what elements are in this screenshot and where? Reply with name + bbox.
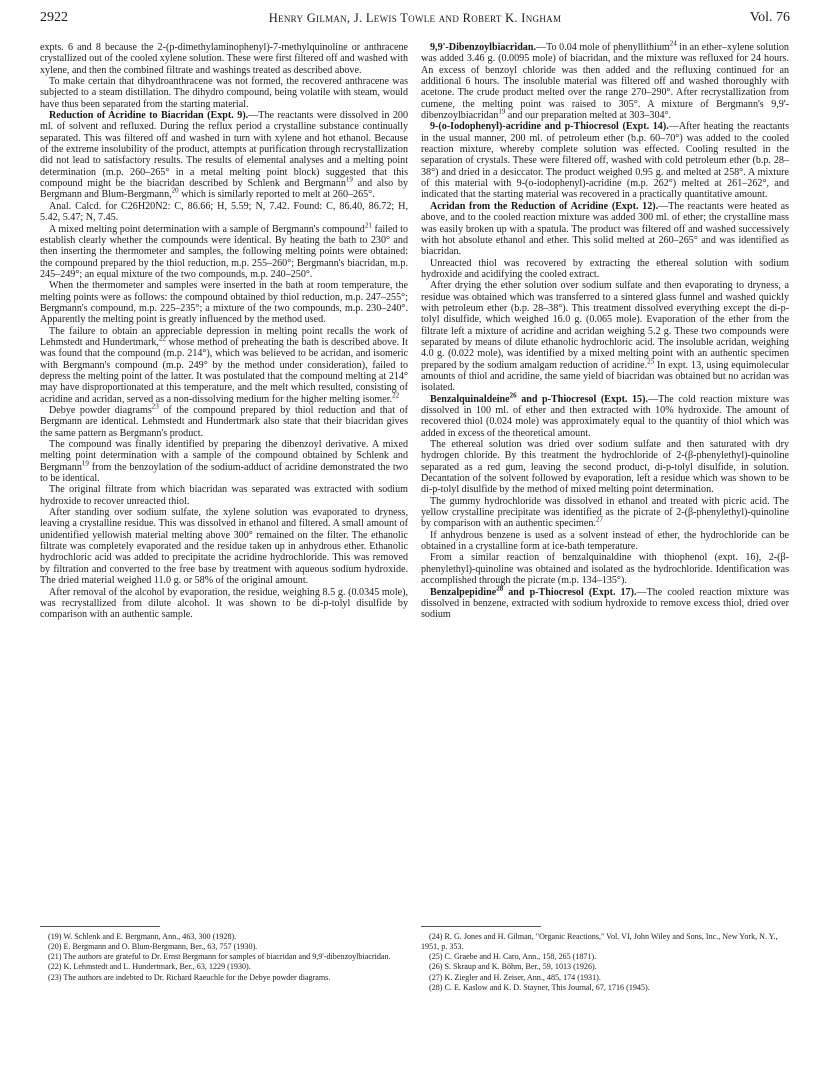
paragraph <box>421 280 789 393</box>
section-heading <box>430 391 648 405</box>
reference-mark: 21 <box>364 221 372 230</box>
analysis-line: Anal. Calcd. for C26H20N2: C, 86.66; H, 5.59; N, 7.42. Found: C, 86.40, 86.72; H, 5.42, 5.47; N, 7.45. <box>40 200 408 224</box>
paragraph <box>40 221 408 281</box>
text-run: —To 0.04 mole of phenyllithium <box>536 42 670 53</box>
section-heading: Acridan from the Reduction of Acridine (Expt. 12). <box>430 200 659 212</box>
reference-mark: 27 <box>595 516 603 525</box>
paragraph <box>40 402 408 439</box>
heading-run: and p-Thiocresol (Expt. 15). <box>516 393 648 405</box>
left-column <box>40 42 408 621</box>
text-run: —The cooled reaction mixture was dissolved in benzene, extracted with sodium hydroxide to remove excess thiol, dried over sodium <box>421 586 789 621</box>
footnote: (26) S. Skraup and K. Böhm, Ber., 59, 1013 (1926). <box>429 962 597 972</box>
paragraph <box>421 121 789 200</box>
paragraph <box>421 201 789 258</box>
text-run: failed to establish clearly whether the compounds were identical. By heating the bath to 230° and then inserting the thermometer and samples, the following melting points were obtained: the compound prepared by the thiol reduction, m.p. 255–260°; Bergmann's biacridan, m.p. 245–249°; an equal mixture of the two compounds, m.p. 240–250°. <box>40 223 408 280</box>
text-run: whose method of preheating the bath is described above. It was found that the compound (m.p. 214°), which was believed to be acridan, and isomeric with Bergmann's compound (m.p. 249° by the method under consideration), failed to depress the melting point of the latter. It was postulated that the compound melting at 214° may have disproportionated at this temperature, and the melt which resulted, consisting of acridine and acridan, served as a non-dissolving medium for the higher melting isomer. <box>40 336 408 405</box>
paragraph: To make certain that dihydroanthracene was not formed, the recovered anthracene was subjected to a steam distillation. The dihydro compound, being volatile with steam, would have thus been separated from the starting material. <box>40 76 408 110</box>
footnote: (27) K. Ziegler and H. Zeiser, Ann., 485, 174 (1931). <box>429 972 601 982</box>
paragraph <box>40 439 408 484</box>
paragraph: expts. 6 and 8 because the 2-(p-dimethylaminophenyl)-7-methylquinoline or anthracene crystallized out of the cooled xylene solution. These were first filtered off and washed with xylene, and then the combined filtrate and washings treated as described above. <box>40 42 408 76</box>
heading-run: Benzalpepidine <box>430 586 497 598</box>
reference-mark: 24 <box>669 39 677 48</box>
footnote: (20) E. Bergmann and O. Blum-Bergmann, Ber., 63, 757 (1930). <box>48 942 258 952</box>
paragraph: From a similar reaction of benzalquinaldine with thiophenol (expt. 16), 2-(β-phenylethyl)-quinoline was obtained and isolated as the hydrochloride. Identification was accomplished through the picrate (m.p. 134–135°). <box>421 552 789 587</box>
footnote: (24) R. G. Jones and H. Gilman, "Organic Reactions," Vol. VI, John Wiley and Sons, Inc., New York, N. Y., 1951, p. 353. <box>421 932 778 952</box>
text-run: The compound was finally identified by preparing the dibenzoyl derivative. A mixed melting point determination with a sample of the compound obtained by Schlenk and Bergmann <box>40 439 408 473</box>
reference-mark: 20 <box>171 187 179 196</box>
paragraph <box>40 110 408 201</box>
right-column <box>421 39 789 621</box>
paragraph: The original filtrate from which biacridan was separated was extracted with sodium hydroxide to recover unreacted thiol. <box>40 484 408 507</box>
reference-mark: 22 <box>392 391 400 400</box>
paragraph <box>421 584 789 621</box>
text-run: of the compound prepared by thiol reduction and that of Bergmann are identical. Lehmstedt and Hundertmark also state that their biacridan gives the same pattern as Bergmann's product. <box>40 405 408 439</box>
heading-run: and p-Thiocresol (Expt. 17). <box>503 586 637 598</box>
text-run: After drying the ether solution over sodium sulfate and then evaporating to dryness, a residue was obtained which was transferred to a sintered glass funnel and washed quickly with petroleum ether (b.p. 28–38°). This treatment dissolved everything except the di-p-tolyl disulfide, which weighed 16.0 g. (0.065 mole). Evaporation of the ether from the filtrate left a mixture of acridine and acridan weighing 5.2 g. These two compounds were separated by means of dilute ethanolic hydrochloric acid. The insoluble acridan, weighing 4.0 g. (0.022 mole), was identified by a mixed melting point with an authentic specimen prepared by the sodium amalgam reduction of acridine. <box>421 280 789 371</box>
footnote: (28) C. E. Kaslow and K. D. Stayner, This Journal, 67, 1716 (1945). <box>429 982 650 992</box>
footnote-divider <box>421 926 541 927</box>
paragraph <box>40 326 408 405</box>
running-header <box>40 10 790 30</box>
reference-mark: 25 <box>647 357 655 366</box>
paragraph <box>421 496 789 530</box>
paragraph: If anhydrous benzene is used as a solvent instead of ether, the hydrochloride can be obtained in a crystalline form at ice-bath temperature. <box>421 529 789 553</box>
section-heading: 9,9'-Dibenzoylbiacridan. <box>430 42 536 53</box>
text-run: The failure to obtain an appreciable depression in melting point recalls the work of Lehmstedt and Hundertmark, <box>40 325 408 348</box>
heading-run: Benzalquinaldeine <box>430 393 510 405</box>
footnote-divider <box>40 926 160 927</box>
paragraph: The ethereal solution was dried over sodium sulfate and then saturated with dry hydrogen chloride. By this treatment the hydrochloride of 2-(β-phenylethyl)-quinoline separated as a red gum, leaving the second product, di-p-tolyl disulfide, in solution. Decantation of the solvent followed by evaporation, left a residue which was shown to be di-p-tolyl disulfide by the method of mixed melting point determination. <box>421 439 789 496</box>
footnote: (25) C. Graebe and H. Caro, Ann., 158, 265 (1871). <box>429 952 597 962</box>
footnote: (21) The authors are grateful to Dr. Ernst Bergmann for samples of biacridan and 9,9'-dibenzoylbiacridan. <box>48 952 391 962</box>
text-run: Debye powder diagrams <box>49 405 152 416</box>
reference-mark: 19 <box>498 107 506 116</box>
paragraph: When the thermometer and samples were inserted in the bath at room temperature, the melting points were as follows: the compound obtained by thiol reduction, m.p. 247–255°; Bergmann's compound, m.p. 225–235°; a mixture of the two compounds, m.p. 230–240°. Apparently the melting point is greatly influenced by the method used. <box>40 280 408 326</box>
text-run: —The cold reaction mixture was dissolved in 100 ml. of ether and then extracted with 10% hydroxide. The amount of recovered thiol (0.024 mole) was approximately equal to the quantity of thiol which was added in excess of the theoretical amount. <box>421 393 789 439</box>
footnote: (19) W. Schlenk and E. Bergmann, Ann., 463, 300 (1928). <box>48 932 237 941</box>
paragraph <box>421 391 789 439</box>
footnotes-left <box>40 932 408 983</box>
footnote: (22) K. Lehmstedt and L. Hundertmark, Ber., 63, 1229 (1930). <box>48 962 251 972</box>
reference-mark: 26 <box>509 391 517 400</box>
volume-label: Vol. 76 <box>749 10 790 25</box>
text-run: —The reactants were dissolved in 200 ml. of solvent and refluxed. During the reflux period a crystalline substance continually separated. This was filtered off and washed in turn with xylene and hot ethanol. Because of the extreme insolubility of the product, attempts at purification through recrystallization did not lead to satisfactory results. The results of elemental analyses and a melting point determination (m.p. 260–265° in a metal melting point block) suggested that this compound might be the biacridan described by Schlenk and Bergmann <box>40 110 408 190</box>
text-run: which is similarly reported to melt at 260–265°. <box>178 189 375 201</box>
text-run: A mixed melting point determination with a sample of Bergmann's compound <box>49 223 365 235</box>
text-run: from the benzoylation of the sodium-adduct of acridine demonstrated the two to be identical. <box>40 461 408 485</box>
text-run: and also by Bergmann and Blum-Bergmann, <box>40 178 408 201</box>
paragraph: After removal of the alcohol by evaporation, the residue, weighing 8.5 g. (0.0345 mole), was recrystallized from dilute alcohol. It was shown to be di-p-tolyl disulfide by comparison with an authentic sample. <box>40 586 408 621</box>
section-heading <box>430 584 637 598</box>
text-run: in an ether–xylene solution was added 3.46 g. (0.0095 mole) of biacridan, and the mixture was refluxed for 24 hours. An excess of benzoyl chloride was then added and the refluxing continued for an additional 6 hours. The insoluble material was filtered off and washed thoroughly with acetone. The crude product melted over the range 270–290°. After recrystallization from cumene, the melting point was raised to 305°. A mixture of Bergmann's 9,9'-dibenzoylbiacridan <box>421 42 789 122</box>
section-heading: Reduction of Acridine to Biacridan (Expt. 9). <box>49 110 249 122</box>
section-heading: 9-(o-Iodophenyl)-acridine and p-Thiocresol (Expt. 14). <box>430 121 669 133</box>
footnote: (23) The authors are indebted to Dr. Richard Raeuchle for the Debye powder diagrams. <box>48 972 331 982</box>
text-run: —After heating the reactants in the usual manner, 200 ml. of petroleum ether (b.p. 60–70°) was added to the cooled reaction mixture, whereby complete solution was effected. Cooling resulted in the separation of crystals. These were filtered off, washed with cold petroleum ether (b.p. 28–38°) and dried in a desiccator. The product weighed 0.95 g. and melted at 258°. A mixture of this material with 9-(o-iodophenyl)-acridine (m.p. 262°) melted at 261–262°, and indicated that the starting material was recovered in a practically quantitative amount. <box>421 121 789 201</box>
text-run: and our preparation melted at 303–304°. <box>505 110 672 122</box>
text-run: —The reactants were heated as above, and to the cooled reaction mixture was added 300 ml. of ether; the crystalline mass was easily broken up with a spatula. The product was filtered off and washed successively with hot absolute ethanol and ether. This solid melted at 260–265° and was identified as biacridan. <box>421 200 789 258</box>
running-head-authors: Henry Gilman, J. Lewis Towle and Robert K. Ingham <box>268 11 562 25</box>
reference-mark: 28 <box>496 584 504 593</box>
paragraph: Unreacted thiol was recovered by extracting the ethereal solution with sodium hydroxide and acidifying the cooled extract. <box>421 257 789 280</box>
text-run: In expt. 13, using equimolecular amounts of thiol and acridine, the same yield of biacridan was obtained but no acridan was isolated. <box>421 359 789 394</box>
reference-mark: 22 <box>158 334 166 343</box>
paragraph <box>421 39 789 122</box>
paragraph: After standing over sodium sulfate, the xylene solution was evaporated to dryness, leaving a crystalline residue. This was dissolved in ethanol and filtered. A small amount of unidentified yellowish material melting above 300° remained on the filter. The ethanolic filtrate was completely evaporated and the residue taken up in anhydrous ether. Ethanolic hydrochloric acid was added to precipitate the acridine hydrochloride. This was removed by filtration and converted to the free base by treatment with aqueous sodium hydroxide. The dried material weighed 11.0 g. or 58% of the original amount. <box>40 507 408 587</box>
reference-mark: 19 <box>81 459 89 468</box>
page-number: 2922 <box>40 10 68 25</box>
reference-mark: 19 <box>345 175 353 184</box>
text-run: The gummy hydrochloride was dissolved in ethanol and treated with picric acid. The yellow crystalline precipitate was identified as the picrate of 2-(β-phenylethyl)-quinoline by comparison with an authentic specimen. <box>421 495 789 530</box>
reference-mark: 23 <box>151 402 159 411</box>
footnotes-right <box>421 932 789 993</box>
